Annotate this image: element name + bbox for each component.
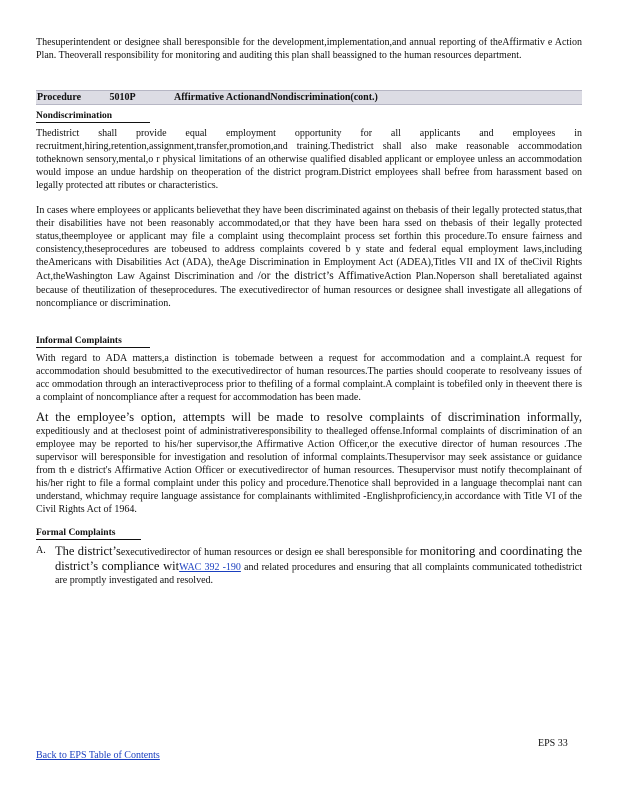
informal-complaints-heading [36, 330, 582, 348]
nondiscrimination-heading [36, 105, 582, 123]
paragraph-text-large: /or the district’s Affi [257, 270, 357, 282]
informal-paragraph-1: With regard to ADA matters,a distinction is tobemade between a request for accommodation and a complaint.A request for accommodation should besubmitted to the executivedirector of human resources.The parties should cooperate to resolveany issues of acc ommodation through an interactiveprocess prior to thefiling of a formal complaint.A complaint is tobefiled only in theevent there is a complaint of noncompliance after a request for accommodation has been made. [36, 353, 582, 403]
paragraph-text: executivedirector of human resources or design ee shall beresponsible for [120, 547, 418, 558]
intro-paragraph: Thesuperintendent or designee shall beresponsible for the development,implementation,and annual reporting of theAffirmativ e Action Plan. Theoverall responsibility for monitoring and auditing this plan shall beassigned to the human resources department. [36, 37, 582, 61]
document-page [36, 36, 582, 587]
formal-list-item-a [36, 544, 582, 587]
paragraph-text: mativeAction Plan.Noperson shall beretaliated against because of theutilization of theseprocedures. The executivedirector of human resources or designee shall investigate all allegations of noncompliance or discrimination. [36, 271, 582, 309]
procedure-title: Affirmative ActionandNondiscrimination(cont.) [174, 92, 378, 103]
list-marker: A. [36, 545, 46, 556]
procedure-label: Procedure [37, 92, 82, 103]
list-item-body [55, 544, 582, 587]
procedure-header-bar [36, 90, 582, 105]
nondiscrimination-paragraph-1: Thedistrict shall provide equal employment opportunity for all applicants and employees in recruitment,hiring,retention,assignment,transfer,promotion,and training.Thedistrict shall also make reasonable accommodation totheknown sensory,mental,o r physical limitations of an otherwise qualified disabled applicant or employee unless an accommodation would impose an undue hardship on theoperation of the district program.District employees shall befree from harassment based on legally protected att ributes or characteristics. [36, 128, 582, 191]
paragraph-text: expeditiously and at theclosest point of administrativeresponsibility to thealleged offense.Informal complaints of discrimination of an employee may be reported to his/her supervisor,the Affirmative Action Officer,or the executive director of human resources .The supervisor will beresponsible for investigation and resolution of informal complaints.Thesupervisor may seek assistance or guidance from th e district's Affirmative Action Officer or executivedirector of human resources. Thesupervisor must notify thecomplainant of his/her right to file a formal complaint under this policy and procedure.Thenotice shall beprovided in a language thecomplai nant can understand, whichmay require language assistance for complainants withlimited -Englishproficiency,in accordance with Title VI of the Civil Rights Act of 1964. [36, 426, 582, 515]
formal-complaints-heading [36, 522, 582, 540]
paragraph-text: In cases where employees or applicants believethat they have been discriminated against on thebasis of their legally protected status,that their disabilities have not been reasonably accommodated,or that they have been hara ssed on thebasis of their legally protected status,theemployee or applicant may file a complaint using thecomplaint process set forthin this procedure.To ensure fairness and consistency,theseprocedures are tobeused to address complaints covered b y state and federal equal employment laws,including theAmericans with Disabilities Act (ADA), theAge Discrimination in Employment Act (ADEA),Titles VII and IX of theCivil Rights Act,theWashington Law Against Discrimination and [36, 205, 582, 282]
paragraph-text: and related procedures and ensuring that all complaints communicated tothedistrict are promptly investigated and resolved. [55, 562, 582, 586]
section-heading: Formal Complaints [36, 527, 141, 540]
procedure-number: 5010P [109, 92, 136, 103]
paragraph-text-large: monitoring and coordinating the district’s compliance wit [55, 544, 582, 573]
back-to-contents-link[interactable]: Back to EPS Table of Contents [36, 750, 160, 761]
page-number: EPS 33 [538, 738, 568, 749]
informal-paragraph-2 [36, 410, 582, 516]
nondiscrimination-paragraph-2 [36, 204, 582, 310]
wac-link[interactable]: WAC 392 -190 [179, 562, 241, 573]
paragraph-text-large: At the employee’s option, attempts will be made to resolve complaints of discrimination informally, [36, 410, 582, 424]
section-heading: Nondiscrimination [36, 110, 150, 123]
paragraph-text-large: The district’s [55, 544, 121, 558]
section-heading: Informal Complaints [36, 335, 150, 348]
